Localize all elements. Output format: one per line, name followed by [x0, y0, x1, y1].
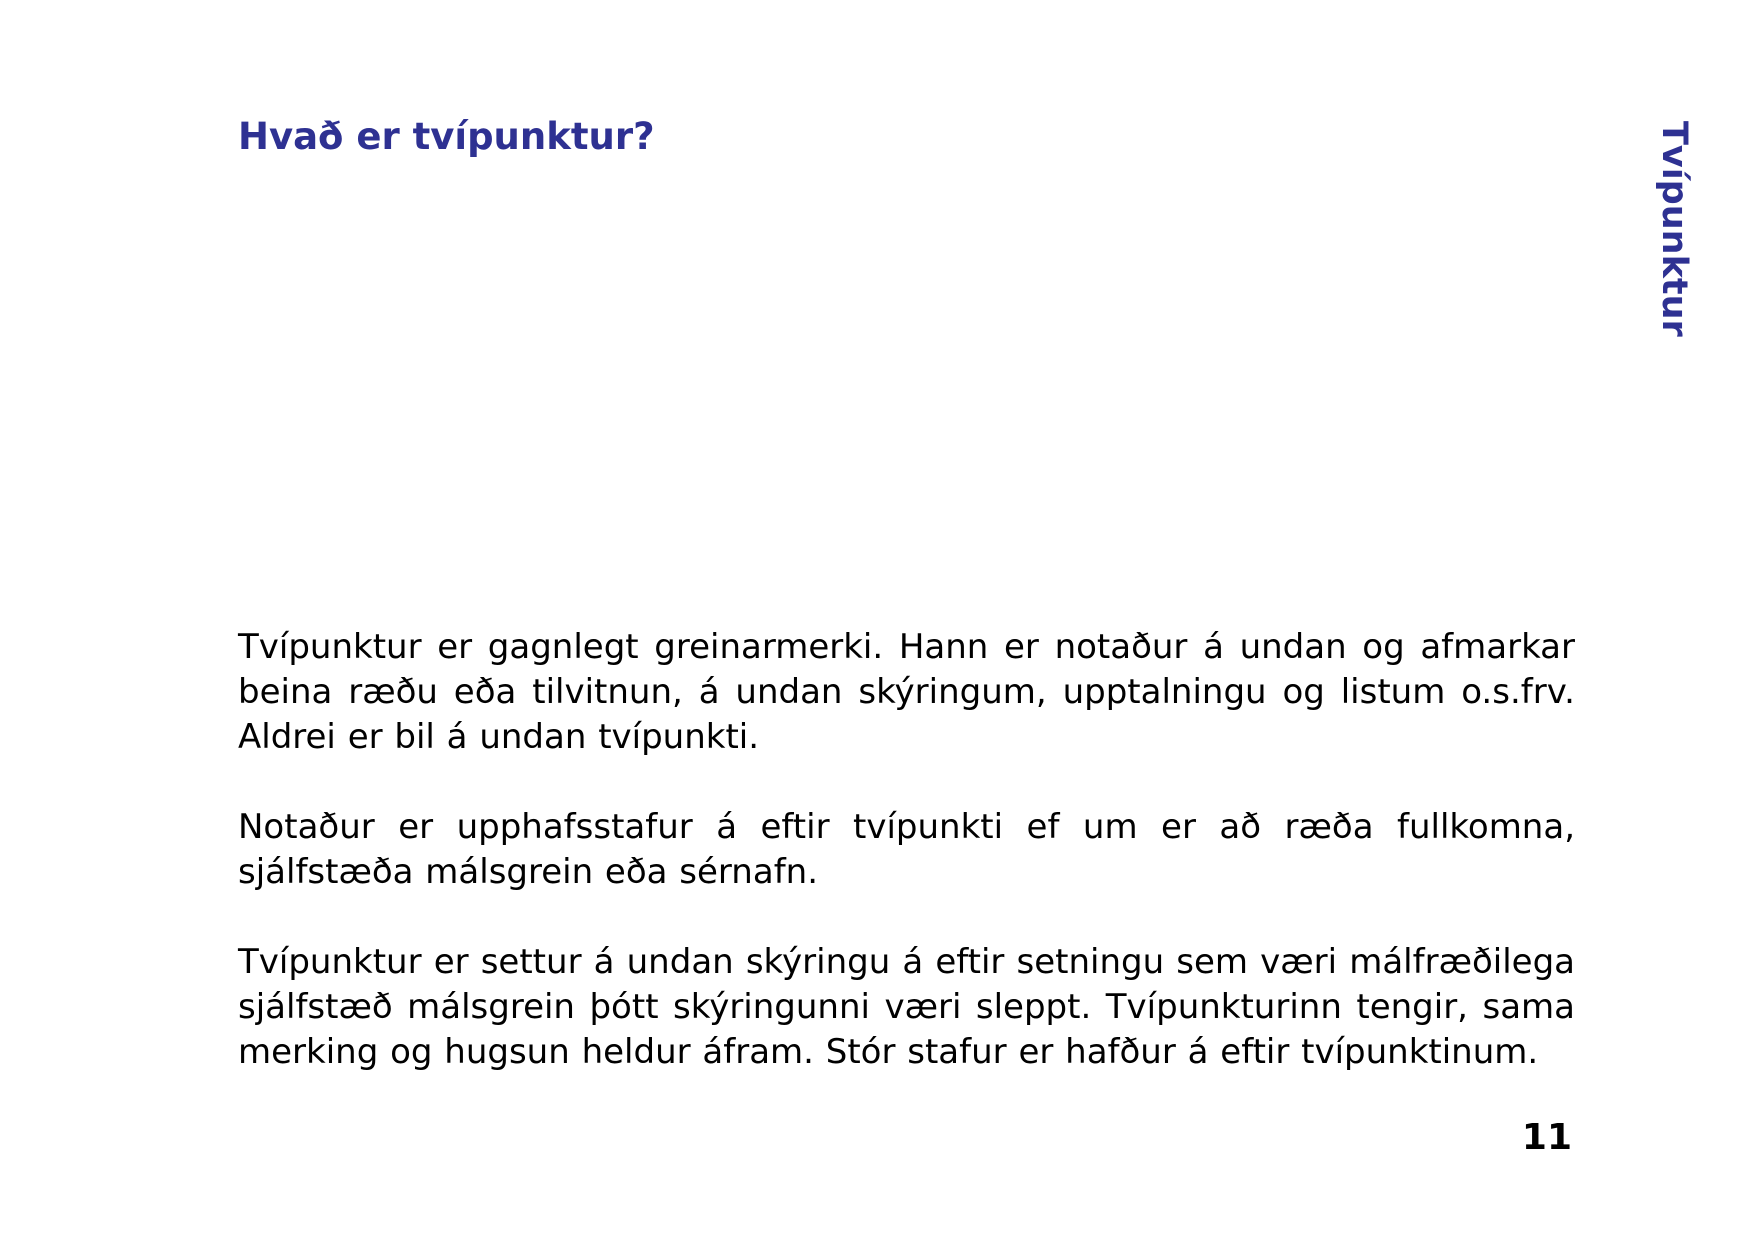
page-title: Hvað er tvípunktur?	[238, 115, 655, 158]
paragraph-capital-letter: Notaður er upphafsstafur á eftir tvípunkti ef um er að ræða fullkomna, sjálfstæða málsgrein eða sérnafn.	[238, 807, 1575, 892]
side-tab-label: Tvípunktur	[1654, 121, 1694, 337]
paragraph-explanation: Tvípunktur er settur á undan skýringu á eftir setningu sem væri málfræðilega sjálfstæð málsgrein þótt skýringunni væri sleppt. Tvípunkturinn tengir, sama merking og hugsun heldur áfram. Stór stafur er hafður á eftir tvípunktinum.	[238, 942, 1575, 1072]
body-text	[238, 625, 1575, 1120]
page-number: 11	[1521, 1117, 1572, 1158]
paragraph-intro: Tvípunktur er gagnlegt greinarmerki. Hann er notaður á undan og afmarkar beina ræðu eða tilvitnun, á undan skýringum, upptalningu og listum o.s.frv. Aldrei er bil á undan tvípunkti.	[238, 627, 1575, 757]
side-tab	[1650, 118, 1698, 340]
